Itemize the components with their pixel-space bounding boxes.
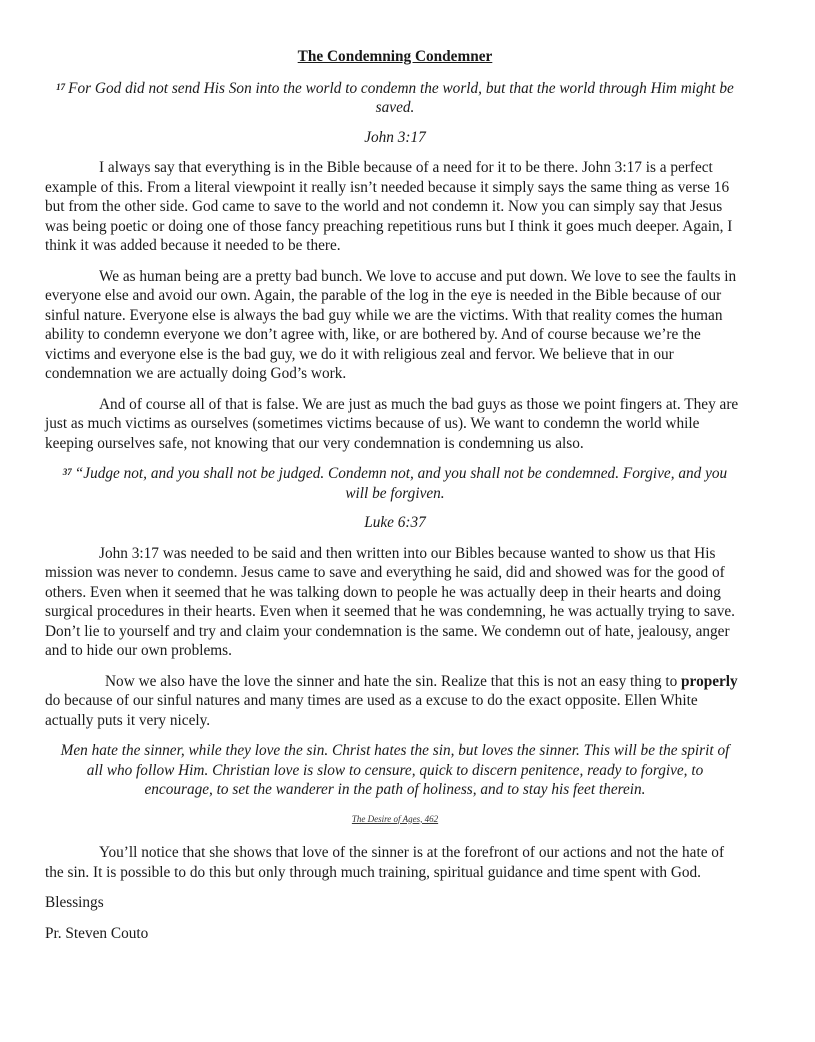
paragraph-5-start: Now we also have the love the sinner and hate the sin. Realize that this is not an easy thing to: [105, 672, 682, 690]
verse-number: 17: [56, 81, 66, 92]
closing-blessing: Blessings: [45, 894, 104, 911]
block-quote: Men hate the sinner, while they love the sin. Christ hates the sin, but loves the sinner. This will be the spirit of all who follow Him. Christian love is slow to censure, quick to discern penitence, ready to forgive, to encourage, to set the wanderer in the path of holiness, and to stay his feet therein.: [60, 742, 730, 798]
paragraph-4: John 3:17 was needed to be said and then written into our Bibles because wanted to show us that His mission was never to condemn. Jesus came to save and everything he said, did and showed was for the good of others. Even when it seemed that he was talking down to people he was actually deep in their hearts and doing surgical procedures in their hearts. Even when it seemed that he was condemning, he was actually trying to save. Don’t lie to yourself and try and claim your condemnation is the same. We condemn out of hate, jealousy, anger and to hide our own problems.: [45, 544, 735, 659]
paragraph-2: We as human being are a pretty bad bunch. We love to accuse and put down. We love to see the faults in everyone else and avoid our own. Again, the parable of the log in the eye is needed in the Bible because of our sinful nature. Everyone else is always the bad guy while we are the victims. With that reality comes the human ability to condemn everyone we don’t agree with, like, or are bothered by. And of course because we’re the victims and everyone else is the bad guy, we do it with religious zeal and fervor. We believe that in our condemnation we are actually doing God’s work.: [45, 267, 737, 382]
verse-reference: John 3:17: [364, 128, 426, 146]
author-signature: Pr. Steven Couto: [45, 924, 149, 942]
verse-number: 37: [62, 467, 72, 477]
verse-reference: Luke 6:37: [364, 514, 426, 531]
paragraph-5: [45, 672, 745, 731]
emphasis-word: properly: [681, 672, 738, 690]
quote-citation: The Desire of Ages, 462: [351, 813, 439, 824]
document-title: The Condemning Condemner: [297, 48, 493, 65]
verse-text: For God did not send His Son into the world to condemn the world, but that the world through Him might be saved.: [68, 79, 734, 116]
second-verse: [45, 464, 745, 503]
verse-text: “Judge not, and you shall not be judged. Condemn not, and you shall not be condemned. Forgive, and you will be forgiven.: [74, 465, 728, 502]
paragraph-3: And of course all of that is false. We are just as much the bad guys as those we point fingers at. They are just as much victims as ourselves (sometimes victims because of us). We want to condemn the world while keeping ourselves safe, not knowing that our very condemnation is condemning us also.: [45, 395, 739, 452]
paragraph-1: I always say that everything is in the Bible because of a need for it to be there. John 3:17 is a perfect example of this. From a literal viewpoint it really isn’t needed because it simply says the same thing as verse 16 but from the other side. God came to save to the world and not condemn it. Now you can simply say that Jesus was being poetic or doing one of those fancy preaching repetitious runs but I think it goes much deeper. Again, I think it was added because it needed to be there.: [45, 159, 733, 254]
paragraph-6: You’ll notice that she shows that love of the sinner is at the forefront of our actions and not the hate of the sin. It is possible to do this but only through much training, spiritual guidance and time spent with God.: [45, 844, 725, 881]
opening-verse: [45, 79, 745, 118]
paragraph-5-end: do because of our sinful natures and many times are used as a excuse to do the exact opposite. Ellen White actually puts it very nicely.: [45, 692, 698, 729]
